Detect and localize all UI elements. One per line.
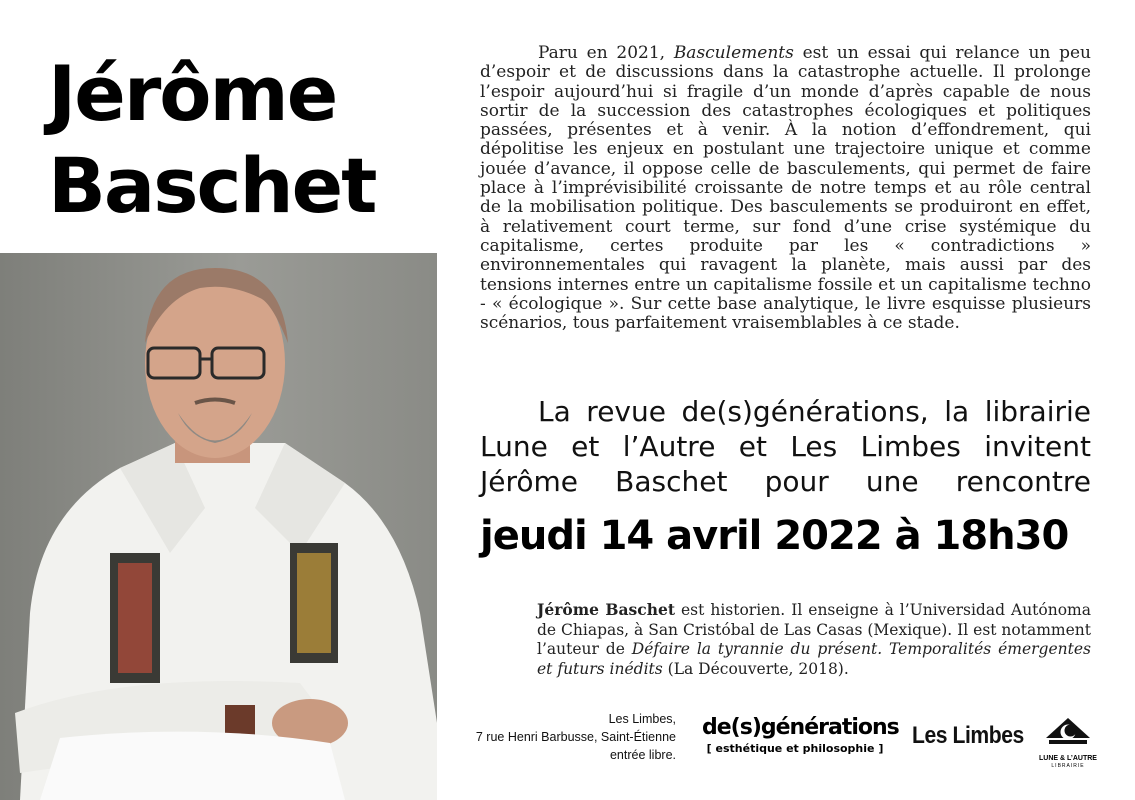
lune-logo-subtitle: LIBRAIRIE (1051, 763, 1085, 769)
description-body: est un essai qui relance un peu d’espoir et de discussions dans la catastrophe actuelle. Il prolonge l’espoir aujourd’hui si fragile d’un monde d’après capable de nous sortir de la succession des catastrophes écologiques et politiques passées, présentes et à venir. À la notion d’effondrement, qui dépolitise les enjeux en postulant une trajectoire unique et comme jouée d’avance, il oppose celle de basculements, qui permet de faire place à l’imprévisibilité croissante de notre temps et au rôle central de la mobilisation politique. Des basculements se produiront en effet, à relativement court terme, sur fond d’une crise systémique du capitalisme, certes produite par les « contradictions » environnementales qui ravagent la planète, mais aussi par des tensions internes entre un capitalisme fossile et un capitalisme techno - « écologique ». Sur cette base analytique, le livre esquisse plusieurs scénarios, tous parfaitement vraisemblables à ce stade. (480, 43, 1091, 334)
degenerations-logo-subtitle: [ esthétique et philosophie ] (706, 742, 884, 755)
event-date: jeudi 14 avril 2022 à 18h30 (480, 513, 1069, 559)
invitation-line-2: Lune et l’Autre et Les Limbes invitent (480, 430, 1091, 463)
invitation-text (480, 394, 1091, 499)
address-line-2: 7 rue Henri Barbusse, Saint-Étienne (475, 730, 676, 744)
venue-address (466, 710, 676, 764)
lune-et-lautre-logo (1038, 716, 1098, 769)
author-name-heading (48, 48, 375, 232)
bio-author-name: Jérôme Baschet (537, 600, 676, 619)
author-last-name: Baschet (48, 141, 376, 230)
degenerations-logo-title: de(s)générations (702, 715, 899, 740)
invitation-line-3: Jérôme Baschet pour une rencontre (480, 465, 1091, 498)
author-bio (537, 600, 1091, 679)
bio-book-title: Défaire la tyrannie du présent. Temporalités émergentes et futurs inédits (537, 640, 1091, 678)
invitation-line-1: La revue de(s)générations, la librairie (538, 395, 1091, 428)
book-description (480, 44, 1091, 333)
lune-logo-name: LUNE & L’AUTRE (1039, 755, 1097, 762)
author-portrait-photo (0, 253, 437, 800)
address-line-1: Les Limbes, (608, 712, 676, 726)
book-description-paragraph (480, 44, 1091, 333)
author-first-name: Jérôme (48, 49, 337, 138)
address-line-3: entrée libre. (609, 748, 676, 762)
degenerations-logo (702, 714, 899, 756)
book-title-basculements: Basculements (673, 43, 794, 63)
moon-eye-icon (1043, 716, 1093, 750)
bio-text-2: (La Découverte, 2018). (662, 659, 849, 678)
author-portrait-illustration (0, 253, 437, 800)
author-bio-paragraph (537, 600, 1091, 679)
bio-text-1: est historien. Il enseigne à l’Universidad Autónoma de Chiapas, à San Cristóbal de Las Casas (Mexique). Il est notamment l’auteur de (537, 601, 1091, 658)
les-limbes-logo: Les Limbes (912, 722, 1024, 749)
description-intro: Paru en 2021, (538, 43, 674, 63)
